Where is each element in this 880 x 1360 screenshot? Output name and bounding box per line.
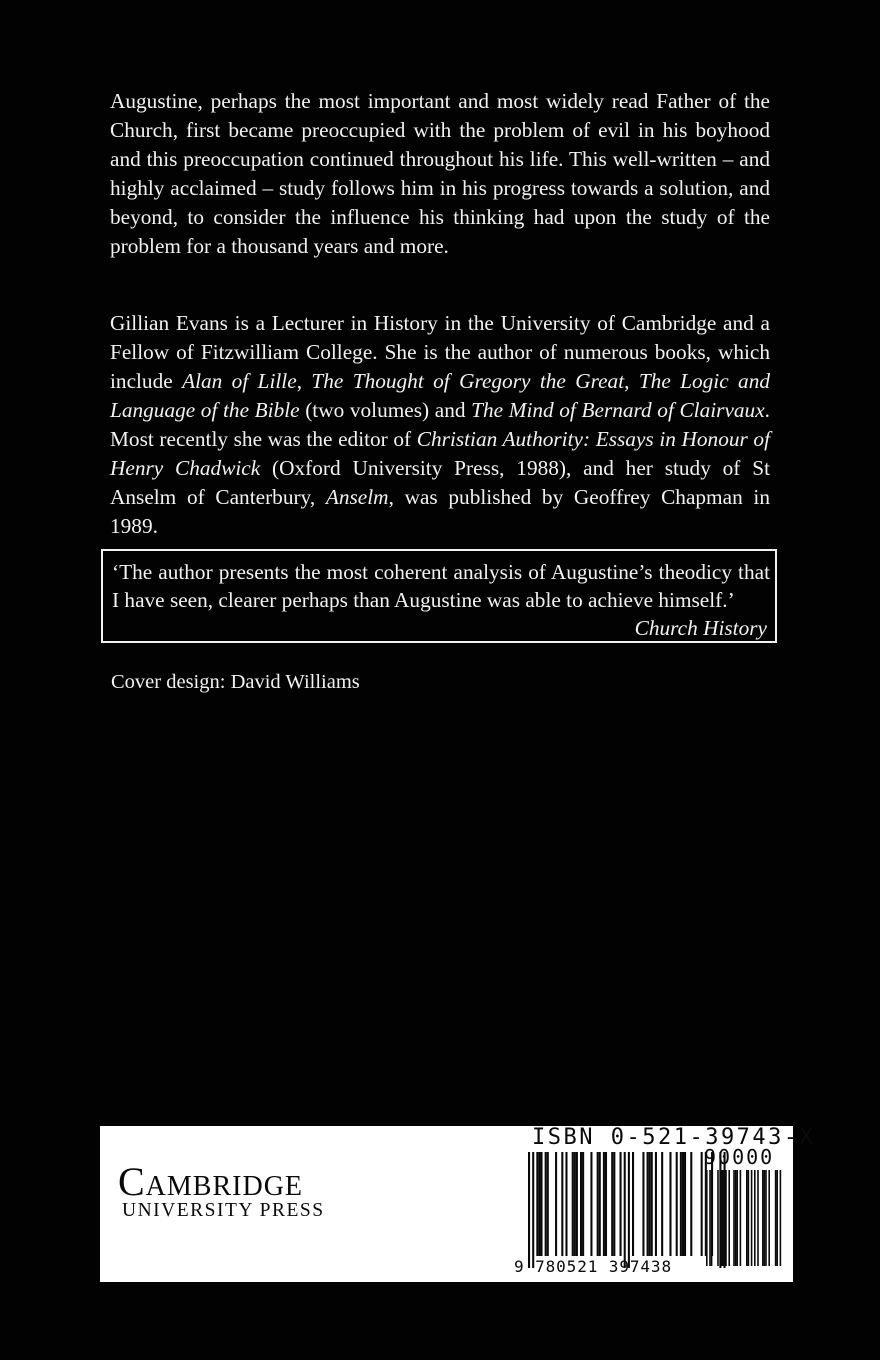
- barcode-bar: [624, 1152, 626, 1268]
- addon-bar: [765, 1170, 767, 1266]
- addon-bar: [736, 1170, 738, 1266]
- barcode-bar: [572, 1152, 574, 1256]
- barcode-bar: [599, 1152, 601, 1256]
- addon-bar: [754, 1170, 756, 1266]
- book-title: Christian Authority: Essays in Honour of Henry Chadwick: [110, 427, 770, 480]
- addon-bar: [780, 1170, 782, 1266]
- barcode-bar: [690, 1152, 692, 1256]
- barcode-bar: [701, 1152, 703, 1256]
- addon-bar: [728, 1170, 730, 1266]
- addon-bar: [725, 1170, 727, 1266]
- addon-bar: [775, 1170, 777, 1266]
- addon-bar: [711, 1170, 713, 1266]
- addon-bar: [746, 1170, 748, 1266]
- addon-bar: [740, 1170, 742, 1266]
- addon-bar: [762, 1170, 764, 1266]
- barcode-graphic: [100, 1126, 793, 1282]
- addon-bar: [768, 1170, 770, 1266]
- addon-bar: [735, 1170, 737, 1266]
- barcode-bar: [540, 1152, 542, 1256]
- bio-text: . Most recently she was the editor of: [110, 398, 770, 451]
- addon-barcode-bars: [706, 1170, 781, 1266]
- barcode-bar: [605, 1152, 607, 1256]
- bio-text: ,: [624, 369, 639, 393]
- review-quote-box: [101, 549, 777, 643]
- cover-design-credit: Cover design: David Williams: [111, 671, 360, 693]
- publisher-logo-name: Cambridge: [118, 1159, 304, 1204]
- barcode-bar: [565, 1152, 567, 1256]
- book-title: The Mind of Bernard of Clairvaux: [471, 398, 765, 422]
- addon-bar: [733, 1170, 735, 1266]
- barcode-bar: [590, 1152, 592, 1256]
- addon-bar: [709, 1170, 711, 1266]
- barcode-bar: [620, 1152, 622, 1256]
- book-title: The Thought of Gregory the Great: [311, 369, 625, 393]
- barcode-bar: [651, 1152, 653, 1256]
- barcode-bar: [647, 1152, 649, 1256]
- bio-text: Gillian Evans is a Lecturer in History in the University of Cambridge and a Fellow of Fitzwilliam College. She is the author of numerous books, which include: [110, 311, 770, 393]
- blurb-paragraph: Augustine, perhaps the most important and most widely read Father of the Church, first became preoccupied with the problem of evil in his boyhood and this preoccupation continued throughout his life. This well-written – and highly acclaimed – study follows him in his progress towards a solution, and beyond, to consider the influence his thinking had upon the study of the problem for a thousand years and more.: [110, 89, 770, 258]
- barcode-bar: [536, 1152, 538, 1256]
- review-quote-text: ‘The author presents the most coherent analysis of Augustine’s theodicy that I have seen, clearer perhaps than Augustine was able to achieve himself.’: [112, 560, 770, 612]
- barcode-bar: [642, 1152, 644, 1256]
- bio-text: (two volumes) and: [299, 398, 472, 422]
- barcode-bar: [545, 1152, 547, 1256]
- barcode-bar: [676, 1152, 678, 1256]
- barcode-price-code: 90000: [704, 1145, 775, 1169]
- barcode-bar: [684, 1152, 686, 1256]
- addon-bar: [751, 1170, 753, 1266]
- barcode-bar: [597, 1152, 599, 1256]
- barcode-bar: [613, 1152, 615, 1256]
- bio-text: ,: [296, 369, 312, 393]
- barcode-bar: [576, 1152, 578, 1256]
- barcode-bar: [682, 1152, 684, 1256]
- barcode-bar: [632, 1152, 634, 1256]
- addon-bar: [717, 1170, 719, 1266]
- addon-bar: [776, 1170, 778, 1266]
- barcode-bar: [655, 1152, 657, 1256]
- barcode-bar: [580, 1152, 582, 1256]
- addon-bar: [706, 1170, 708, 1266]
- addon-bar: [764, 1170, 766, 1266]
- addon-bar: [720, 1170, 722, 1266]
- barcode-bar: [528, 1152, 530, 1268]
- publisher-logo-subtitle: UNIVERSITY PRESS: [122, 1200, 325, 1221]
- addon-bar: [757, 1170, 759, 1266]
- barcode-bar: [532, 1152, 534, 1268]
- book-title: Alan of Lille: [182, 369, 297, 393]
- addon-bar: [748, 1170, 750, 1266]
- barcode-bar: [582, 1152, 584, 1256]
- ean-barcode-bars: [528, 1152, 726, 1268]
- barcode-bar: [561, 1152, 563, 1256]
- barcode-bar: [611, 1152, 613, 1256]
- review-quote-source: Church History: [634, 616, 767, 640]
- book-title: The Logic and Language of the Bible: [110, 369, 770, 422]
- bio-text: (Oxford University Press, 1988), and her study of St Anselm of Canterbury,: [110, 456, 770, 509]
- publisher-barcode-panel: [100, 1125, 816, 1282]
- barcode-bar: [649, 1152, 651, 1256]
- barcode-bar: [547, 1152, 549, 1256]
- author-bio-paragraph: [110, 309, 770, 541]
- barcode-bar: [661, 1152, 663, 1256]
- book-title: Anselm: [325, 485, 389, 509]
- bio-text: , was published by Geoffrey Chapman in 1989.: [110, 485, 770, 538]
- barcode-bar: [603, 1152, 605, 1256]
- barcode-bar: [628, 1152, 630, 1268]
- barcode-bar: [555, 1152, 557, 1256]
- addon-bar: [722, 1170, 724, 1266]
- barcode-bar: [680, 1152, 682, 1256]
- barcode-bar: [538, 1152, 540, 1256]
- isbn-number: ISBN 0-521-39743-X: [532, 1125, 816, 1150]
- barcode-bar: [669, 1152, 671, 1256]
- barcode-ean-digits: 9 780521 397438: [514, 1257, 672, 1276]
- barcode-bar: [574, 1152, 576, 1256]
